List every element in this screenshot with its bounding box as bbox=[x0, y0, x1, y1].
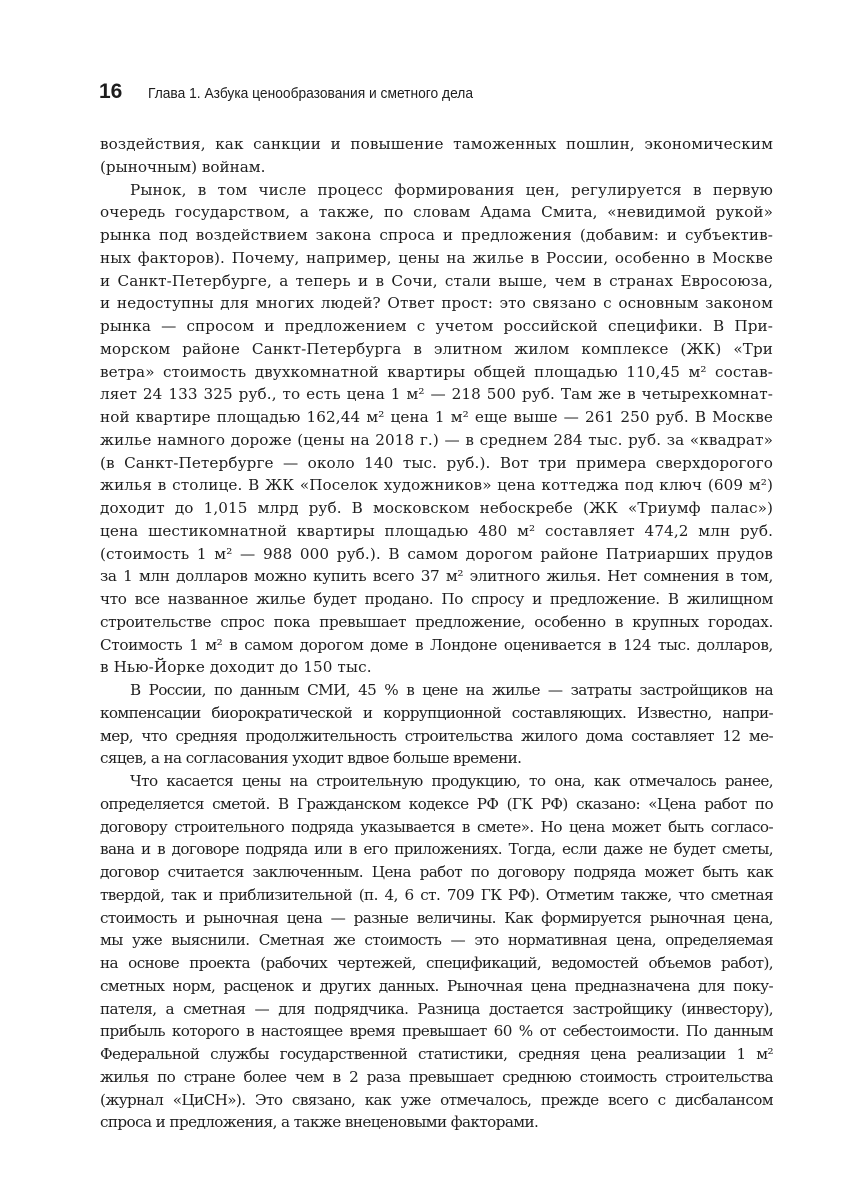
text-line: (рыночным) войнам. bbox=[100, 157, 266, 176]
text-line: компенсации биорократической и коррупционной составляющих. Известно, напри- bbox=[100, 703, 773, 722]
text-line: прибыль которого в настоящее время превышает 60 % от себестоимости. По данным bbox=[100, 1022, 773, 1041]
text-line: мер, что средняя продолжительность строительства жилого дома составляет 12 ме- bbox=[100, 726, 773, 745]
text-line: и недоступны для многих людей? Ответ прост: это связано с основным законом bbox=[100, 294, 773, 313]
text-line: жилья по стране более чем в 2 раза превышает среднюю стоимость строительства bbox=[100, 1067, 773, 1086]
text-line: Федеральной службы государственной статистики, средняя цена реализации 1 м² bbox=[100, 1045, 773, 1063]
text-line: ляет 24 133 325 руб., то есть цена 1 м² — 218 500 руб. Там же в четырехкомнат- bbox=[100, 385, 773, 404]
page-number: 16 bbox=[99, 80, 123, 103]
page-header bbox=[99, 80, 502, 104]
text-line: очередь государством, а также, по словам Адама Смита, «невидимой рукой» bbox=[100, 203, 773, 222]
text-line: Что касается цены на строительную продукцию, то она, как отмечалось ранее, bbox=[130, 772, 773, 790]
text-line: рынка под воздействием закона спроса и предложения (добавим: и субъектив- bbox=[100, 226, 773, 244]
text-line: на основе проекта (рабочих чертежей, спецификаций, ведомостей объемов работ), bbox=[100, 954, 773, 972]
text-line: (журнал «ЦиСН»). Это связано, как уже отмечалось, прежде всего с дисбалансом bbox=[100, 1090, 773, 1109]
paragraph bbox=[100, 179, 773, 680]
text-line: определяется сметой. В Гражданском кодексе РФ (ГК РФ) сказано: «Цена работ по bbox=[100, 794, 773, 813]
text-line: морском районе Санкт-Петербурга в элитном жилом комплексе (ЖК) «Три bbox=[100, 339, 773, 358]
text-line: ной квартире площадью 162,44 м² цена 1 м² еще выше — 261 250 руб. В Москве bbox=[100, 408, 773, 426]
text-line: договор считается заключенным. Цена работ по договору подряда может быть как bbox=[100, 863, 773, 881]
text-line: ветра» стоимость двухкомнатной квартиры общей площадью 110,45 м² состав- bbox=[100, 362, 773, 381]
text-line: договору строительного подряда указывается в смете». Но цена может быть согласо- bbox=[100, 817, 773, 836]
text-line: вана и в договоре подряда или в его приложениях. Тогда, если даже не будет сметы, bbox=[100, 840, 773, 859]
text-line: цена шестикомнатной квартиры площадью 480 м² составляет 474,2 млн руб. bbox=[100, 521, 773, 540]
text-line: (в Санкт-Петербурге — около 140 тыс. руб.). Вот три примера сверхдорогого bbox=[100, 453, 773, 472]
text-line: мы уже выяснили. Сметная же стоимость — это нормативная цена, определяемая bbox=[100, 931, 773, 950]
text-line: (стоимость 1 м² — 988 000 руб.). В самом дорогом районе Патриарших прудов bbox=[100, 544, 773, 563]
text-line: В России, по данным СМИ, 45 % в цене на жилье — затраты застройщиков на bbox=[130, 681, 773, 699]
chapter-title: Глава 1. Азбука ценообразования и сметного дела bbox=[148, 85, 474, 102]
text-line: Рынок, в том числе процесс формирования цен, регулируется в первую bbox=[130, 180, 773, 199]
text-line: спроса и предложения, а также внеценовыми факторами. bbox=[100, 1113, 539, 1132]
text-line: строительстве спрос пока превышает предложение, особенно в крупных городах. bbox=[100, 612, 773, 631]
paragraph bbox=[100, 679, 773, 770]
text-line: стоимость и рыночная цена — разные величины. Как формируется рыночная цена, bbox=[100, 908, 773, 927]
text-line: и Санкт-Петербурге, а теперь и в Сочи, стали выше, чем в странах Евросоюза, bbox=[100, 271, 773, 290]
text-line: что все названное жилье будет продано. По спросу и предложение. В жилищном bbox=[100, 590, 773, 608]
text-line: Стоимость 1 м² в самом дорогом доме в Лондоне оценивается в 124 тыс. долларов, bbox=[100, 635, 773, 654]
page-body bbox=[100, 133, 773, 1134]
text-line: пателя, а сметная — для подрядчика. Разница достается застройщику (инвестору), bbox=[100, 999, 773, 1018]
text-line: сметных норм, расценок и других данных. Рыночная цена предназначена для поку- bbox=[100, 976, 773, 995]
text-line: твердой, так и приблизительной (п. 4, 6 ст. 709 ГК РФ). Отметим также, что сметная bbox=[100, 885, 773, 904]
text-line: в Нью-Йорке доходит до 150 тыс. bbox=[100, 658, 372, 677]
text-line: ных факторов). Почему, например, цены на жилье в России, особенно в Москве bbox=[100, 248, 773, 267]
text-line: жилья в столице. В ЖК «Поселок художников» цена коттеджа под ключ (609 м²) bbox=[100, 476, 773, 495]
paragraph bbox=[100, 133, 773, 179]
text-line: воздействия, как санкции и повышение таможенных пошлин, экономическим bbox=[100, 135, 773, 153]
text-line: рынка — спросом и предложением с учетом российской специфики. В При- bbox=[100, 317, 773, 335]
text-line: жилье намного дороже (цены на 2018 г.) — в среднем 284 тыс. руб. за «квадрат» bbox=[100, 430, 773, 449]
paragraph bbox=[100, 770, 773, 1134]
text-line: доходит до 1,015 млрд руб. В московском небоскребе (ЖК «Триумф палас») bbox=[100, 499, 773, 517]
text-line: сяцев, а на согласования уходит вдвое больше времени. bbox=[100, 749, 522, 768]
text-line: за 1 млн долларов можно купить всего 37 м² элитного жилья. Нет сомнения в том, bbox=[100, 567, 773, 586]
